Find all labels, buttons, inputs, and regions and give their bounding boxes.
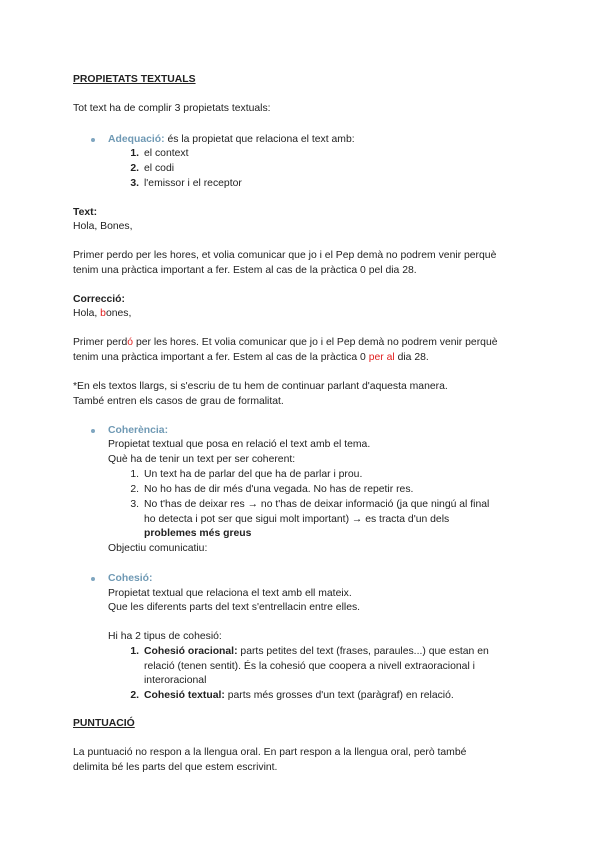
cohesio-oracional — [144, 644, 489, 659]
intro-text: Tot text ha de complir 3 propietats textuals: — [73, 103, 271, 114]
text-span: Hola, — [73, 308, 101, 319]
list-number: 2. — [130, 690, 139, 701]
cohesio-oracional-cont: relació (tenen sentit). És la cohesió que coopera a nivell extraoracional i — [144, 661, 475, 672]
text-span: parts més grosses d'un text (paràgraf) en relació. — [224, 690, 454, 701]
adequacio-item: l'emissor i el receptor — [144, 178, 242, 189]
example-greeting: Hola, Bones, — [73, 221, 133, 232]
list-number: 3. — [130, 499, 139, 510]
corrected-text: per al — [368, 352, 395, 363]
text-span: dia 28. — [394, 352, 429, 363]
puntuacio-line: La puntuació no respon a la llengua oral. En part respon a la llengua oral, però també — [73, 747, 467, 758]
coherencia-line: Què ha de tenir un text per ser coherent: — [108, 454, 296, 465]
list-number: 1. — [130, 148, 139, 159]
text-span: per les hores. Et volia comunicar que jo i el Pep demà no podrem venir perquè — [133, 337, 498, 348]
correction-line — [73, 335, 498, 350]
corrected-text: ó — [127, 337, 134, 348]
cohesio-textual — [144, 688, 454, 703]
list-number: 2. — [130, 484, 139, 495]
corrected-text: b — [100, 308, 106, 319]
adequacio-term: Adequació: — [108, 134, 165, 145]
coherencia-item-bold: problemes més greus — [144, 528, 252, 539]
note-line: També entren els casos de grau de formalitat. — [73, 396, 284, 407]
list-number: 1. — [130, 646, 139, 657]
coherencia-line: Propietat textual que posa en relació el text amb el tema. — [108, 439, 371, 450]
term-bold: Cohesió oracional: — [144, 646, 238, 657]
coherencia-term: Coherència: — [108, 425, 169, 436]
text-span: tenim una pràctica important a fer. Estem al cas de la pràctica 0 — [73, 352, 369, 363]
puntuacio-line: delimita bé les parts del que estem escrivint. — [73, 762, 278, 773]
cohesio-line: Propietat textual que relaciona el text amb ell mateix. — [108, 588, 352, 599]
coherencia-item: No ho has de dir més d'una vegada. No has de repetir res. — [144, 484, 414, 495]
example-line: Primer perdo per les hores, et volia comunicar que jo i el Pep demà no podrem venir perquè — [73, 250, 497, 261]
example-line: tenim una pràctica important a fer. Estem al cas de la pràctica 0 pel dia 28. — [73, 265, 417, 276]
bullet-icon — [91, 577, 95, 581]
adequacio-line — [108, 132, 355, 147]
note-line: *En els textos llargs, si s'escriu de tu hem de continuar parlant d'aquesta manera. — [73, 381, 448, 392]
heading-propietats: PROPIETATS TEXTUALS — [73, 74, 196, 85]
list-number: 1. — [130, 469, 139, 480]
heading-puntuacio: PUNTUACIÓ — [73, 718, 135, 729]
objectiu-line: Objectiu comunicatiu: — [108, 543, 208, 554]
cohesio-term: Cohesió: — [108, 573, 153, 584]
list-number: 2. — [130, 163, 139, 174]
cohesio-line: Que les diferents parts del text s'entrellacin entre elles. — [108, 602, 361, 613]
text-span: parts petites del text (frases, paraules...) que estan en — [237, 646, 489, 657]
coherencia-item: Un text ha de parlar del que ha de parlar i prou. — [144, 469, 363, 480]
correction-line — [73, 350, 429, 365]
adequacio-item: el context — [144, 148, 189, 159]
adequacio-desc: és la propietat que relaciona el text amb: — [167, 134, 355, 145]
text-span: ones, — [105, 308, 132, 319]
adequacio-item: el codi — [144, 163, 175, 174]
cohesio-oracional-cont: interoracional — [144, 675, 207, 686]
correction-greeting — [73, 306, 131, 321]
example-label: Text: — [73, 207, 98, 218]
coherencia-item-cont: ho detecta i pot ser que sigui molt important) → es tracta d'un dels — [144, 514, 450, 525]
correction-label: Correcció: — [73, 294, 125, 305]
bullet-icon — [91, 138, 95, 142]
text-span: Primer perd — [73, 337, 128, 348]
bullet-icon — [91, 429, 95, 433]
cohesio-types-intro: Hi ha 2 tipus de cohesió: — [108, 631, 222, 642]
term-bold: Cohesió textual: — [144, 690, 225, 701]
list-number: 3. — [130, 178, 139, 189]
coherencia-item: No t'has de deixar res → no t'has de deixar informació (ja que ningú al final — [144, 499, 490, 510]
